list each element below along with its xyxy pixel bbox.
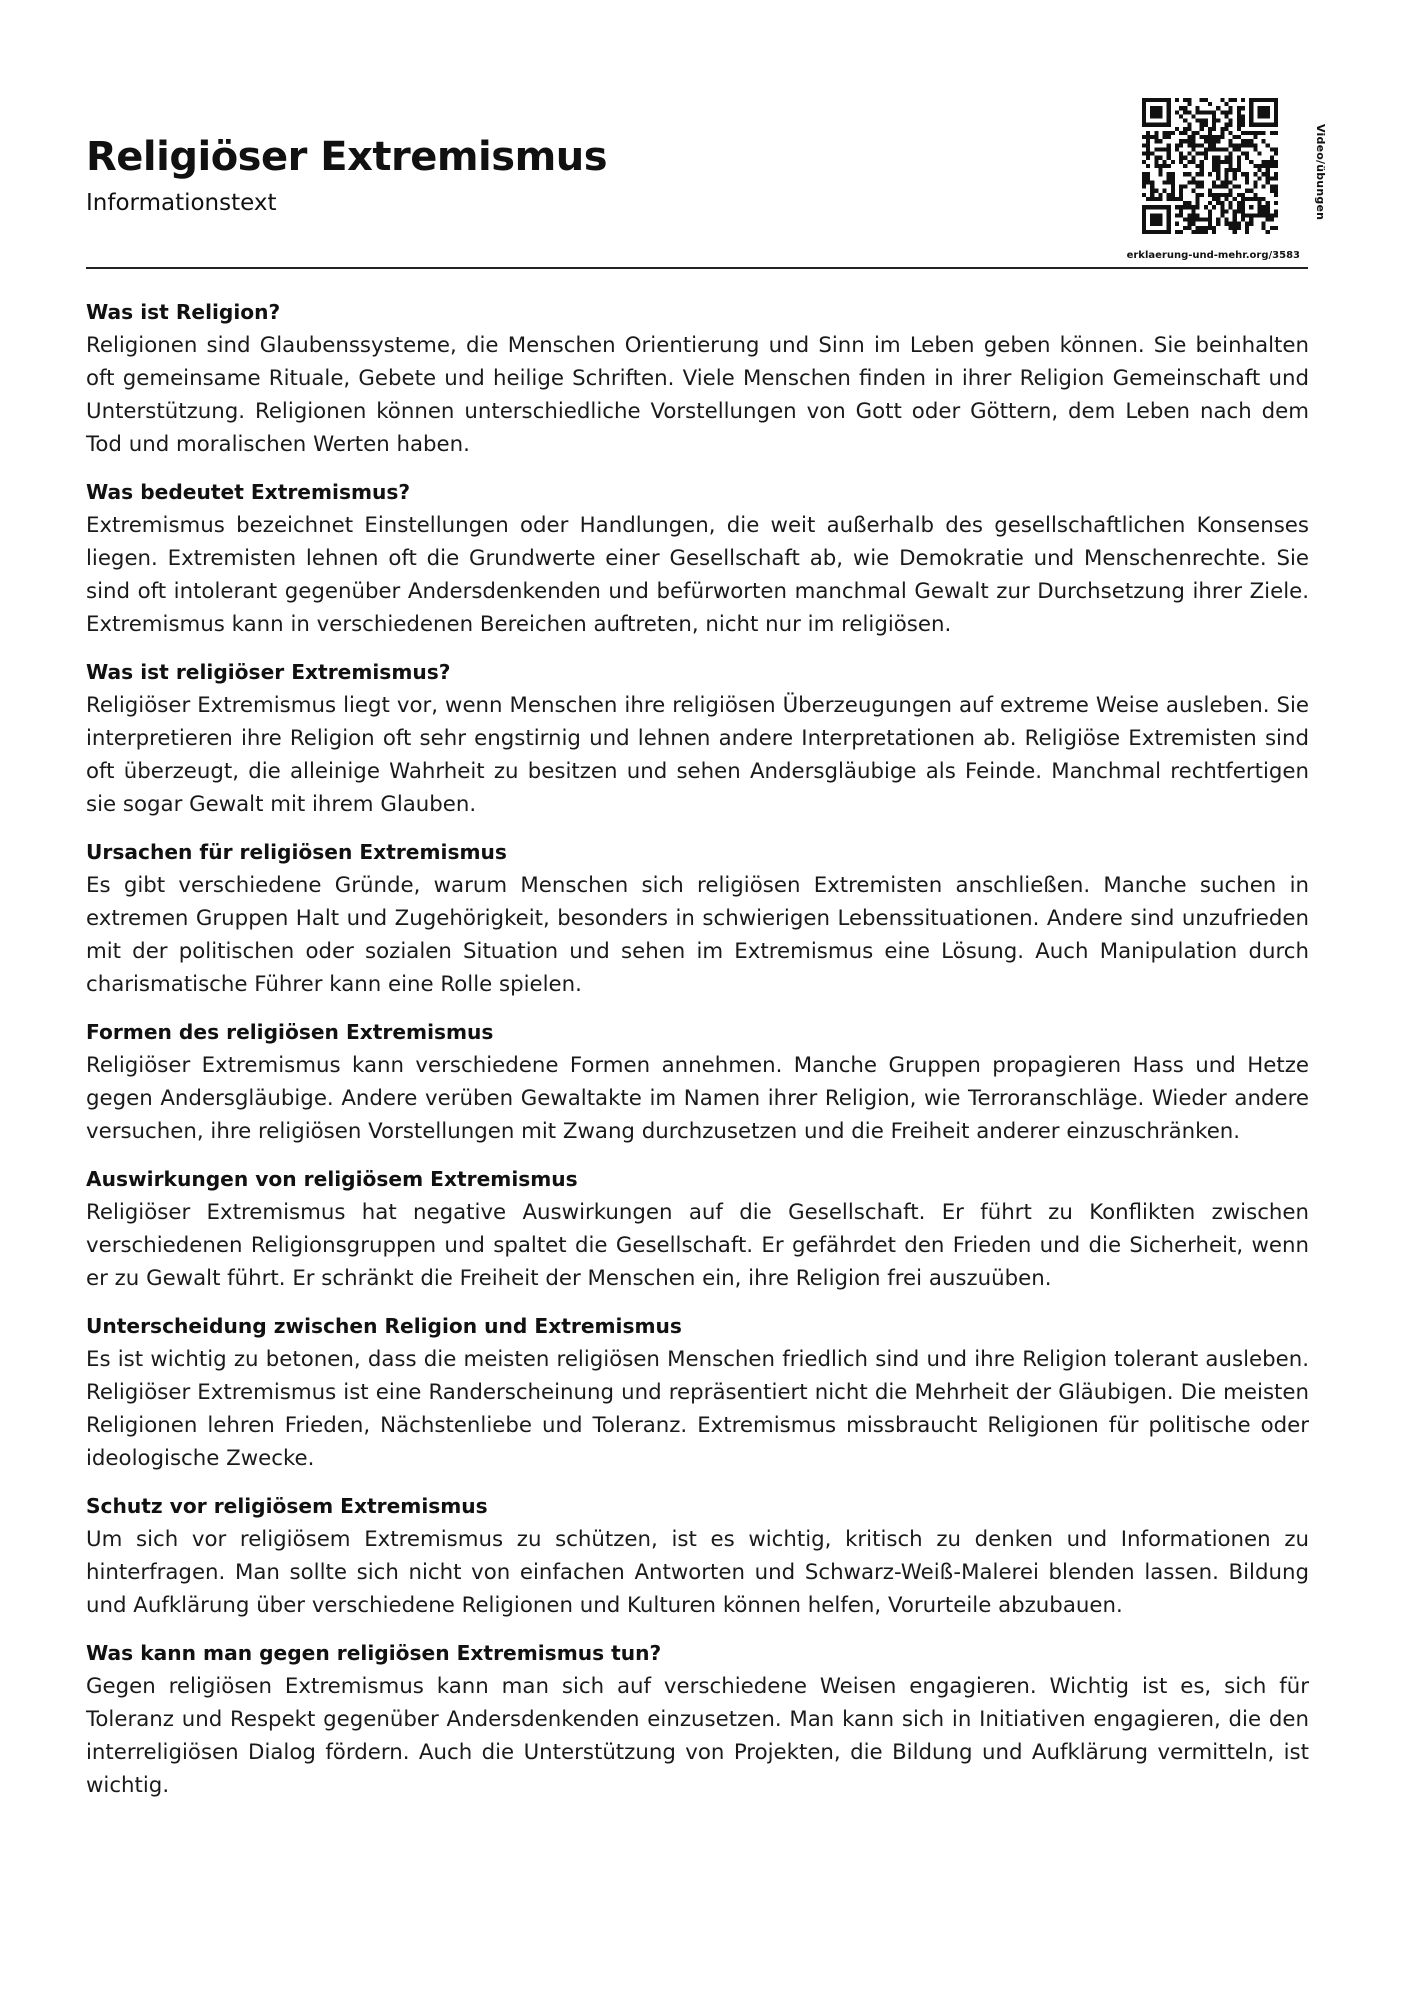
section-heading: Unterscheidung zwischen Religion und Extremismus: [86, 1314, 682, 1338]
section-religion: [86, 296, 1309, 461]
section-heading: Was bedeutet Extremismus?: [86, 480, 411, 504]
section-massnahmen: [86, 1637, 1309, 1802]
qr-url[interactable]: erklaerung-und-mehr.org/3583: [1126, 250, 1300, 261]
section-heading: Schutz vor religiösem Extremismus: [86, 1494, 488, 1518]
section-formen: [86, 1016, 1309, 1148]
section-text: Extremismus bezeichnet Einstellungen oder Handlungen, die weit außerhalb des gesellschaftlichen Konsenses liegen. Extremisten lehnen oft die Grundwerte einer Gesellschaft ab, wie Demokratie und Menschenrechte. Sie sind oft intolerant gegenüber Andersdenkenden und befürworten manchmal Gewalt zur Durchsetzung ihrer Ziele. Extremismus kann in verschiedenen Bereichen auftreten, nicht nur im religiösen.: [86, 513, 1309, 637]
section-schutz: [86, 1490, 1309, 1622]
section-heading: Was kann man gegen religiösen Extremismus tun?: [86, 1641, 662, 1665]
section-text: Religionen sind Glaubenssysteme, die Menschen Orientierung und Sinn im Leben geben können. Sie beinhalten oft gemeinsame Rituale, Gebete und heilige Schriften. Viele Menschen finden in ihrer Religion Gemeinschaft und Unterstützung. Religionen können unterschiedliche Vorstellungen von Gott oder Göttern, dem Leben nach dem Tod und moralischen Werten haben.: [86, 333, 1309, 457]
article-body: [86, 296, 1309, 1817]
section-heading: Was ist religiöser Extremismus?: [86, 660, 451, 684]
qr-side-label: Video/übungen: [1314, 124, 1327, 221]
section-text: Religiöser Extremismus liegt vor, wenn Menschen ihre religiösen Überzeugungen auf extreme Weise ausleben. Sie interpretieren ihre Religion oft sehr engstirnig und lehnen andere Interpretationen ab. Religiöse Extremisten sind oft überzeugt, die alleinige Wahrheit zu besitzen und sehen Andersgläubige als Feinde. Manchmal rechtfertigen sie sogar Gewalt mit ihrem Glauben.: [86, 693, 1309, 817]
section-unterscheidung: [86, 1310, 1309, 1475]
page-header: [86, 0, 1327, 270]
section-text: Um sich vor religiösem Extremismus zu schützen, ist es wichtig, kritisch zu denken und Informationen zu hinterfragen. Man sollte sich nicht von einfachen Antworten und Schwarz-Weiß-Malerei blenden lassen. Bildung und Aufklärung über verschiedene Religionen und Kulturen können helfen, Vorurteile abzubauen.: [86, 1527, 1309, 1618]
header-divider: [86, 267, 1308, 269]
section-extremismus: [86, 476, 1309, 641]
section-text: Gegen religiösen Extremismus kann man sich auf verschiedene Weisen engagieren. Wichtig ist es, sich für Toleranz und Respekt gegenüber Andersdenkenden einzusetzen. Man kann sich in Initiativen engagieren, die den interreligiösen Dialog fördern. Auch die Unterstützung von Projekten, die Bildung und Aufklärung vermitteln, ist wichtig.: [86, 1674, 1309, 1798]
section-text: Es gibt verschiedene Gründe, warum Menschen sich religiösen Extremisten anschließen. Manche suchen in extremen Gruppen Halt und Zugehörigkeit, besonders in schwierigen Lebenssituationen. Andere sind unzufrieden mit der politischen oder sozialen Situation und sehen im Extremismus eine Lösung. Auch Manipulation durch charismatische Führer kann eine Rolle spielen.: [86, 873, 1309, 997]
section-heading: Auswirkungen von religiösem Extremismus: [86, 1167, 578, 1191]
section-religioeser-extremismus: [86, 656, 1309, 821]
section-text: Religiöser Extremismus hat negative Auswirkungen auf die Gesellschaft. Er führt zu Konflikten zwischen verschiedenen Religionsgruppen und spaltet die Gesellschaft. Er gefährdet den Frieden und die Sicherheit, wenn er zu Gewalt führt. Er schränkt die Freiheit der Menschen ein, ihre Religion frei auszuüben.: [86, 1200, 1309, 1291]
section-ursachen: [86, 836, 1309, 1001]
section-heading: Ursachen für religiösen Extremismus: [86, 840, 507, 864]
section-text: Es ist wichtig zu betonen, dass die meisten religiösen Menschen friedlich sind und ihre Religion tolerant ausleben. Religiöser Extremismus ist eine Randerscheinung und repräsentiert nicht die Mehrheit der Gläubigen. Die meisten Religionen lehren Frieden, Nächstenliebe und Toleranz. Extremismus missbraucht Religionen für politische oder ideologische Zwecke.: [86, 1347, 1309, 1471]
section-text: Religiöser Extremismus kann verschiedene Formen annehmen. Manche Gruppen propagieren Hass und Hetze gegen Andersgläubige. Andere verüben Gewaltakte im Namen ihrer Religion, wie Terroranschläge. Wieder andere versuchen, ihre religiösen Vorstellungen mit Zwang durchzusetzen und die Freiheit anderer einzuschränken.: [86, 1053, 1309, 1144]
page-subtitle: Informationstext: [86, 190, 277, 216]
section-heading: Was ist Religion?: [86, 300, 281, 324]
section-auswirkungen: [86, 1163, 1309, 1295]
qr-code-icon[interactable]: [1142, 98, 1278, 234]
page-title: Religiöser Extremismus: [86, 134, 608, 180]
section-heading: Formen des religiösen Extremismus: [86, 1020, 494, 1044]
